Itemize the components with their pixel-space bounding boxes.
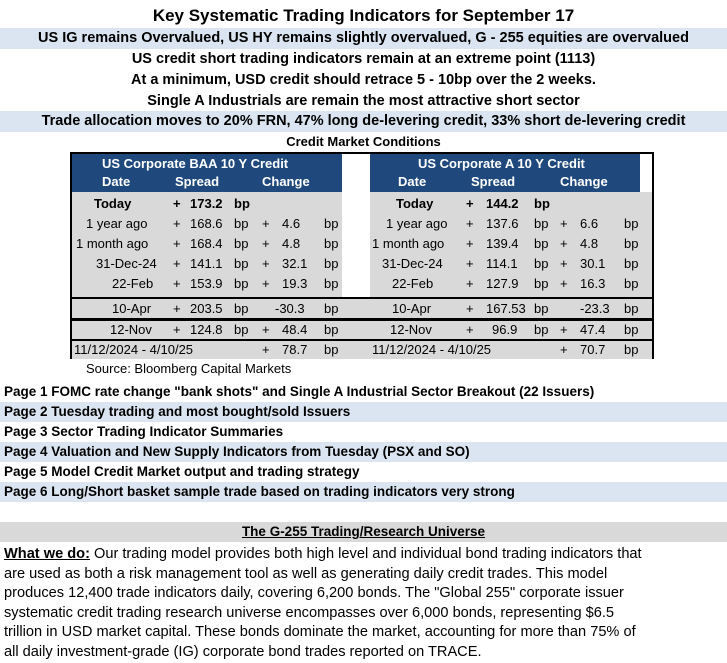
row-nov-sign: +	[466, 322, 474, 337]
row-nov-label: 12-Nov	[390, 322, 432, 337]
row-spread: 114.1	[486, 256, 518, 271]
row-today-unit: bp	[534, 196, 550, 211]
row-change-unit: bp	[324, 216, 339, 231]
panel-baa-title: US Corporate BAA 10 Y Credit	[102, 156, 289, 171]
page-link-4: Page 4 Valuation and New Supply Indicators from Tuesday (PSX and SO)	[0, 442, 727, 462]
row-today-spread: 173.2	[190, 196, 223, 211]
panel-separator	[342, 154, 370, 297]
row-change-unit: bp	[624, 236, 639, 251]
row-sign: +	[466, 216, 474, 231]
col-date: Date	[398, 174, 427, 189]
row-change-sign: +	[262, 276, 270, 291]
row-apr-unit: bp	[234, 301, 249, 316]
what-we-do-label: What we do:	[4, 546, 90, 562]
col-date: Date	[102, 174, 131, 189]
row-change: 4.8	[282, 236, 301, 251]
row-change-unit: bp	[324, 236, 339, 251]
row-change-unit: bp	[624, 276, 639, 291]
row-change-sign: +	[560, 216, 568, 231]
description-line: What we do: Our trading model provides both high level and individual bond trading indicators that	[4, 546, 642, 562]
row-nov-change: 48.4	[282, 322, 308, 337]
row-apr-spread: 203.5	[190, 301, 223, 316]
row-apr-spread: 167.53	[486, 301, 526, 316]
row-change-unit: bp	[624, 216, 639, 231]
row-label: 1 year ago	[86, 216, 148, 231]
report-title: Key Systematic Trading Indicators for September 17	[152, 6, 575, 25]
row-apr-sign: +	[466, 301, 474, 316]
row-today-label: Today	[94, 196, 132, 211]
row-sign: +	[173, 276, 181, 291]
description-line: all daily investment-grade (IG) corporate bond trades reported on TRACE.	[4, 643, 482, 660]
row-nov-change: 47.4	[580, 322, 606, 337]
row-range-change-sign: +	[560, 342, 568, 357]
row-range-label: 11/12/2024 - 4/10/25	[74, 342, 194, 357]
row-today-label: Today	[396, 196, 434, 211]
row-change-unit: bp	[324, 276, 339, 291]
table-source: Source: Bloomberg Capital Markets	[86, 361, 292, 376]
row-range-change: 78.7	[282, 342, 308, 357]
row-change-sign: +	[262, 256, 270, 271]
headline-allocation: Trade allocation moves to 20% FRN, 47% long de-levering credit, 33% short de-levering credit	[0, 111, 727, 132]
row-spread: 137.6	[486, 216, 519, 231]
headline-ig-hy: US IG remains Overvalued, US HY remains slightly overvalued, G - 255 equities are overvalued	[0, 28, 727, 49]
row-unit: bp	[234, 236, 249, 251]
row-nov-unit: bp	[534, 322, 549, 337]
row-apr-sign: +	[173, 301, 181, 316]
description-line: trillion in USD market capital. These bonds dominate the market, accounting for more than 75% of	[4, 624, 636, 641]
row-change: 6.6	[580, 216, 599, 231]
row-unit: bp	[234, 216, 249, 231]
row-nov-change-sign: +	[560, 322, 568, 337]
col-spread: Spread	[175, 174, 220, 189]
row-nov-spread: 96.9	[492, 322, 518, 337]
headline-single-a: Single A Industrials are remain the most attractive short sector	[147, 93, 580, 109]
row-label: 1 month ago	[372, 236, 445, 251]
row-spread: 141.1	[190, 256, 223, 271]
credit-market-table	[70, 152, 654, 359]
row-sign: +	[173, 216, 181, 231]
row-range-change-unit: bp	[624, 342, 639, 357]
row-change: 4.8	[580, 236, 599, 251]
row-label: 22-Feb	[112, 276, 154, 291]
row-unit: bp	[234, 256, 249, 271]
description-line: systematic credit trading research universe encompasses over 6,000 bonds, representing $6.5	[4, 604, 615, 621]
row-apr-change: -23.3	[580, 301, 610, 316]
page-link-3: Page 3 Sector Trading Indicator Summaries	[4, 424, 284, 439]
row-change-sign: +	[560, 236, 568, 251]
universe-title-bar	[0, 522, 727, 542]
row-unit: bp	[534, 256, 549, 271]
description-line: produces 12,400 trade indicators daily, covering 6,200 bonds. The "Global 255" corporate issuer	[4, 585, 624, 602]
page-link-6: Page 6 Long/Short basket sample trade based on trading indicators very strong	[0, 482, 727, 502]
page-link-1: Page 1 FOMC rate change "bank shots" and Single A Industrial Sector Breakout (22 Issuers)	[4, 384, 595, 399]
row-change: 30.1	[580, 256, 606, 271]
row-unit: bp	[534, 216, 549, 231]
row-nov-spread: 124.8	[190, 322, 223, 337]
panel-a	[370, 154, 640, 192]
row-label: 22-Feb	[392, 276, 434, 291]
row-spread: 153.9	[190, 276, 223, 291]
panel-baa	[72, 154, 342, 192]
row-apr-change: -30.3	[275, 301, 305, 316]
row-change-sign: +	[560, 256, 568, 271]
row-sign: +	[173, 236, 181, 251]
row-change: 19.3	[282, 276, 308, 291]
row-spread: 168.4	[190, 236, 223, 251]
col-change: Change	[560, 174, 608, 189]
headline-short-indicators: US credit short trading indicators remain at an extreme point (1113)	[131, 51, 596, 67]
row-sign: +	[466, 236, 474, 251]
row-change-sign: +	[262, 236, 270, 251]
universe-title: The G-255 Trading/Research Universe	[241, 524, 486, 539]
row-spread: 127.9	[486, 276, 519, 291]
row-range-change: 70.7	[580, 342, 606, 357]
row-range-label: 11/12/2024 - 4/10/25	[372, 342, 492, 357]
row-label: 1 month ago	[76, 236, 149, 251]
row-change-sign: +	[262, 216, 270, 231]
row-apr-change-unit: bp	[624, 301, 639, 316]
row-nov-change-unit: bp	[624, 322, 639, 337]
row-sign: +	[466, 276, 474, 291]
row-range-change-unit: bp	[324, 342, 339, 357]
row-range-change-sign: +	[262, 342, 270, 357]
row-change: 16.3	[580, 276, 606, 291]
row-today-unit: bp	[234, 196, 250, 211]
headline-retrace: At a minimum, USD credit should retrace 5 - 10bp over the 2 weeks.	[131, 72, 596, 88]
row-spread: 168.6	[190, 216, 223, 231]
row-change-sign: +	[560, 276, 568, 291]
row-change-unit: bp	[324, 256, 339, 271]
row-unit: bp	[534, 236, 549, 251]
panel-a-header	[370, 154, 640, 192]
universe-description	[4, 545, 723, 663]
row-label: 1 year ago	[386, 216, 448, 231]
description-line: are used as both a risk management tool as well as generating daily credit trades. This model	[4, 565, 608, 582]
row-change-unit: bp	[624, 256, 639, 271]
row-apr-change-unit: bp	[324, 301, 339, 316]
row-label: 31-Dec-24	[96, 256, 157, 271]
row-sign: +	[173, 256, 181, 271]
row-today-spread: 144.2	[486, 196, 519, 211]
page-link-5: Page 5 Model Credit Market output and trading strategy	[4, 464, 360, 479]
band-apr	[72, 297, 652, 319]
row-change: 32.1	[282, 256, 308, 271]
row-today-sign: +	[466, 196, 474, 211]
row-apr-label: 10-Apr	[392, 301, 432, 316]
row-apr-label: 10-Apr	[112, 301, 152, 316]
row-change: 4.6	[282, 216, 301, 231]
row-label: 31-Dec-24	[382, 256, 443, 271]
row-unit: bp	[234, 276, 249, 291]
row-spread: 139.4	[486, 236, 519, 251]
panel-a-title: US Corporate A 10 Y Credit	[418, 156, 585, 171]
credit-market-title: Credit Market Conditions	[286, 134, 441, 149]
row-apr-unit: bp	[534, 301, 549, 316]
col-spread: Spread	[471, 174, 516, 189]
page-link-2: Page 2 Tuesday trading and most bought/sold Issuers	[0, 402, 727, 422]
panel-baa-header	[72, 154, 342, 192]
row-nov-change-sign: +	[262, 322, 270, 337]
row-nov-sign: +	[173, 322, 181, 337]
row-sign: +	[466, 256, 474, 271]
row-unit: bp	[534, 276, 549, 291]
row-nov-change-unit: bp	[324, 322, 339, 337]
row-nov-label: 12-Nov	[110, 322, 152, 337]
col-change: Change	[262, 174, 310, 189]
row-today-sign: +	[173, 196, 181, 211]
row-nov-unit: bp	[234, 322, 249, 337]
